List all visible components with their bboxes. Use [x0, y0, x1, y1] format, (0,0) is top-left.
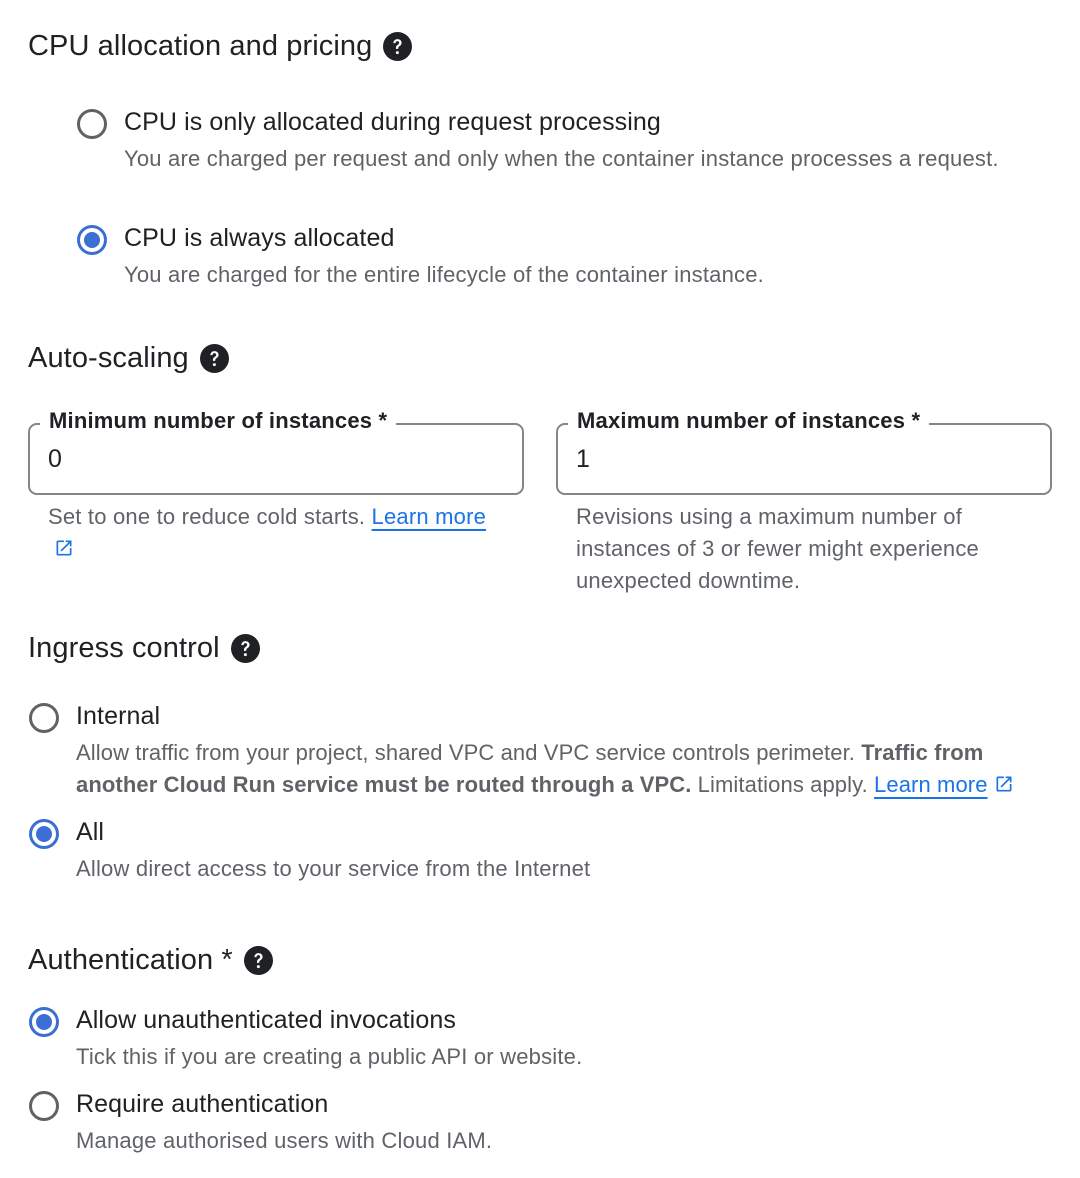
- ingress-internal-description-end: Limitations apply.: [697, 772, 868, 797]
- cpu-always-allocated-description: You are charged for the entire lifecycle of the container instance.: [124, 262, 764, 287]
- cpu-request-only-label[interactable]: CPU is only allocated during request processing: [124, 108, 661, 136]
- allow-unauthenticated-label[interactable]: Allow unauthenticated invocations: [76, 1006, 456, 1034]
- ingress-internal-label[interactable]: Internal: [76, 702, 161, 730]
- min-instances-hint-text: Set to one to reduce cold starts.: [48, 504, 366, 529]
- min-instances-hint: [48, 501, 498, 565]
- help-circle-icon[interactable]: [383, 32, 412, 61]
- open-in-new-icon[interactable]: [994, 774, 1014, 794]
- help-circle-icon[interactable]: [231, 634, 260, 663]
- require-authentication-radio[interactable]: [28, 1090, 60, 1122]
- ingress-all-radio[interactable]: [28, 818, 60, 850]
- cpu-always-allocated-label[interactable]: CPU is always allocated: [124, 224, 395, 252]
- cpu-always-allocated-radio[interactable]: [76, 224, 108, 256]
- ingress-all-label[interactable]: All: [76, 818, 105, 846]
- min-instances-field[interactable]: [28, 408, 524, 495]
- min-instances-label: Minimum number of instances *: [40, 408, 396, 434]
- cpu-request-only-description: You are charged per request and only when the container instance processes a request.: [124, 146, 999, 171]
- allow-unauthenticated-description: Tick this if you are creating a public API or website.: [76, 1044, 583, 1069]
- min-instances-input[interactable]: [48, 445, 468, 474]
- require-authentication-description: Manage authorised users with Cloud IAM.: [76, 1128, 493, 1153]
- help-circle-icon[interactable]: [200, 344, 229, 373]
- max-instances-label: Maximum number of instances *: [568, 408, 929, 434]
- ingress-title-text: Ingress control: [28, 632, 220, 664]
- ingress-internal-description: [76, 737, 1066, 801]
- ingress-internal-description-start: Allow traffic from your project, shared VPC and VPC service controls perimeter.: [76, 740, 856, 765]
- allow-unauthenticated-radio[interactable]: [28, 1006, 60, 1038]
- open-in-new-icon[interactable]: [54, 538, 74, 558]
- autoscaling-section-title: [28, 342, 229, 375]
- authentication-title-text: Authentication *: [28, 944, 233, 976]
- cpu-allocation-section-title: [28, 30, 412, 63]
- ingress-internal-radio[interactable]: [28, 702, 60, 734]
- autoscaling-title-text: Auto-scaling: [28, 342, 189, 374]
- authentication-section-title: [28, 944, 273, 977]
- cpu-allocation-title-text: CPU allocation and pricing: [28, 30, 373, 62]
- ingress-internal-description-bold: Traffic from another Cloud Run service must be routed through a VPC.: [76, 740, 984, 797]
- cpu-request-only-radio[interactable]: [76, 108, 108, 140]
- min-instances-learn-more-link[interactable]: Learn more: [371, 504, 487, 529]
- ingress-learn-more-link[interactable]: Learn more: [874, 772, 988, 797]
- require-authentication-label[interactable]: Require authentication: [76, 1090, 329, 1118]
- max-instances-input[interactable]: [576, 445, 996, 474]
- ingress-all-description: Allow direct access to your service from the Internet: [76, 856, 591, 881]
- help-circle-icon[interactable]: [244, 946, 273, 975]
- max-instances-hint: Revisions using a maximum number of instances of 3 or fewer might experience unexpected downtime.: [576, 504, 979, 593]
- max-instances-field[interactable]: [556, 408, 1052, 495]
- ingress-section-title: [28, 632, 260, 665]
